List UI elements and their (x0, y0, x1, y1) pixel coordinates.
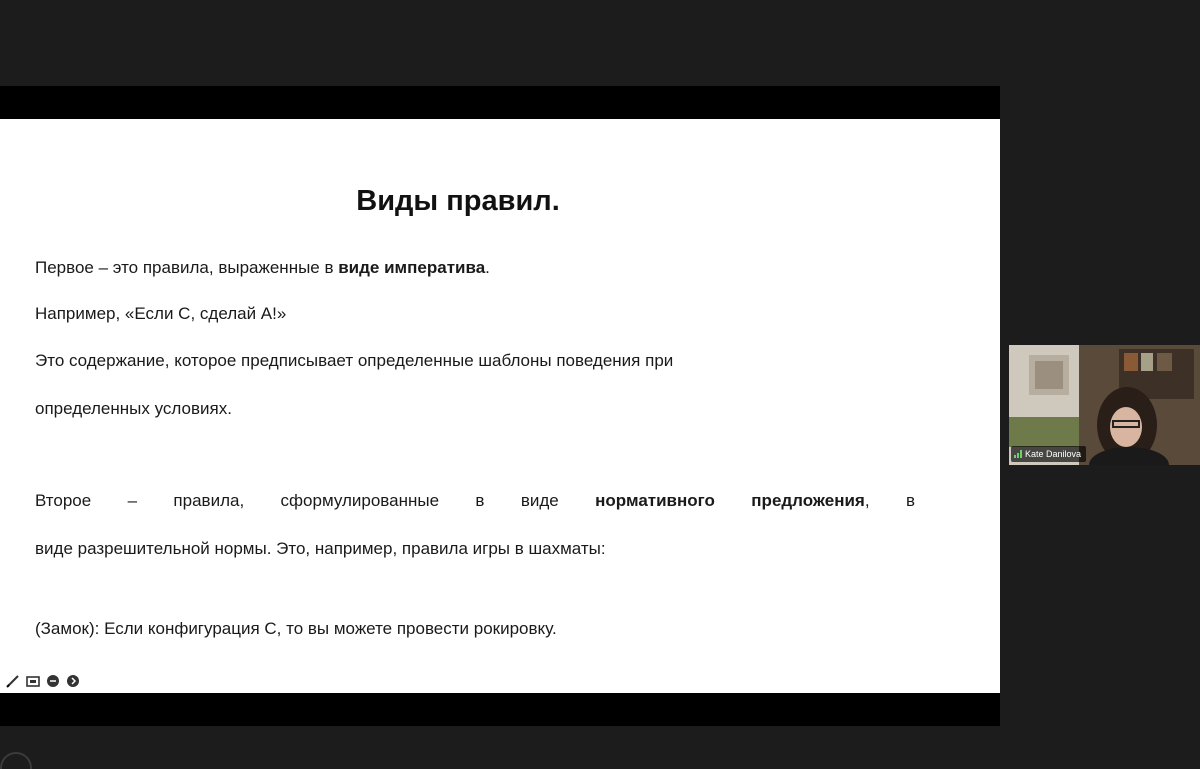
slide-line-5-end: , в (864, 491, 915, 510)
participant-video-tile[interactable] (1009, 345, 1200, 465)
slide-line-3: Это содержание, которое предписывает определенные шаблоны поведения при (35, 351, 674, 370)
slide-toolbar (6, 674, 80, 688)
slide-line-6: виде разрешительной нормы. Это, например, правила игры в шахматы: (35, 539, 606, 558)
screen-share-area (0, 86, 1000, 726)
slides-icon[interactable] (26, 674, 40, 688)
slide-line-1-bold: виде императива (338, 258, 486, 277)
slide-line-1-end: . (485, 258, 490, 277)
presentation-slide (0, 119, 1000, 693)
signal-strength-icon (1014, 450, 1022, 458)
corner-indicator (0, 752, 32, 769)
participant-name: Kate Danilova (1025, 449, 1082, 459)
slide-line-1-text: Первое – это правила, выраженные в (35, 258, 339, 277)
slide-line-1 (35, 258, 490, 278)
participant-name-tag (1011, 446, 1086, 462)
slide-line-5-text: Второе – правила, сформулированные в виде (35, 491, 596, 510)
slide-title: Виды правил. (356, 185, 560, 217)
slide-line-7: (Замок): Если конфигурация С, то вы можете провести рокировку. (35, 619, 557, 638)
slide-line-2: Например, «Если С, сделай А!» (35, 304, 287, 323)
slide-line-4: определенных условиях. (35, 399, 232, 418)
next-icon[interactable] (66, 674, 80, 688)
pen-icon[interactable] (6, 674, 20, 688)
slide-line-5 (35, 491, 915, 511)
slide-line-5-bold: нормативного предложения (595, 491, 865, 510)
menu-icon[interactable] (46, 674, 60, 688)
